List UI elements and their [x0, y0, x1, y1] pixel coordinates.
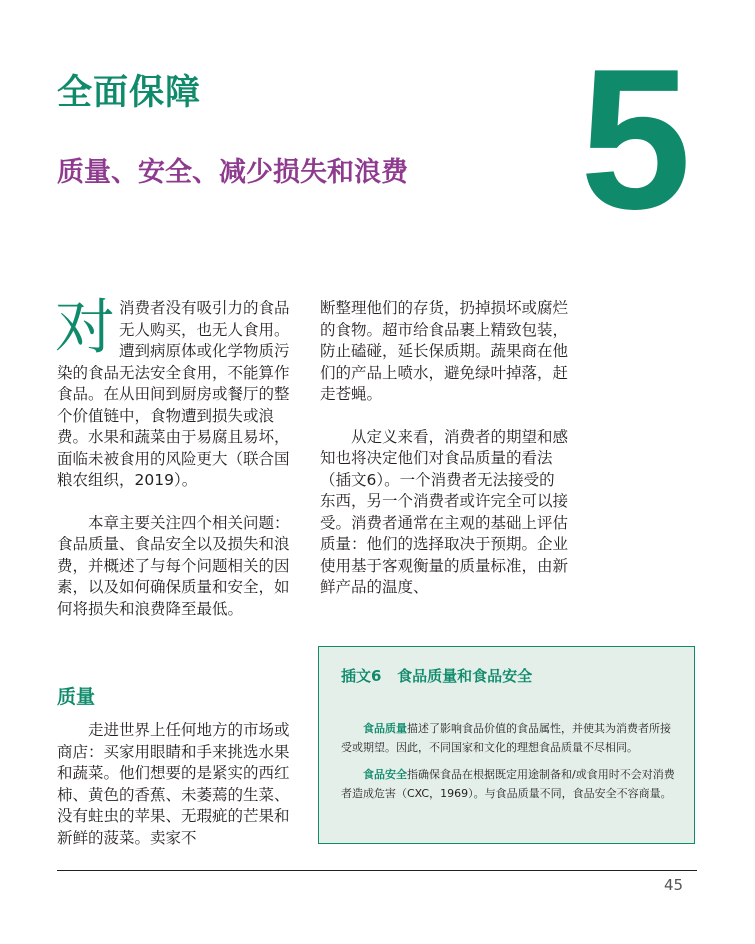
section-heading-quality: 质量	[57, 686, 96, 708]
right-paragraph-1: 断整理他们的存货，扔掉损坏或腐烂的食物。超市给食品裹上精致包装，防止磕碰，延长保质期。蔬果商在他们的产品上喷水，避免绿叶掉落，赶走苍蝇。	[320, 299, 569, 403]
intro-paragraph-2: 本章主要关注四个相关问题：食品质量、食品安全以及损失和浪费，并概述了与每个问题相关的因素，以及如何确保质量和安全，如何将损失和浪费降至最低。	[57, 513, 290, 618]
quality-column	[57, 720, 302, 849]
footer-rule	[57, 870, 697, 871]
box-title: 插文6 食品质量和食品安全	[341, 667, 533, 685]
box-definition-safety	[341, 765, 676, 803]
sidebar-box	[318, 646, 695, 844]
page-number: 45	[664, 876, 684, 894]
chapter-number: 5	[580, 28, 692, 251]
quality-paragraph: 走进世界上任何地方的市场或商店：买家用眼睛和手来挑选水果和蔬菜。他们想要的是紧实的西红柿、黄色的香蕉、未萎蔫的生菜、没有蛀虫的苹果、无瑕疵的芒果和新鲜的菠菜。卖家不	[57, 721, 290, 847]
right-column	[320, 298, 570, 599]
chapter-title: 全面保障	[57, 73, 202, 113]
box-body	[341, 719, 676, 811]
definition-food-quality: 描述了影响食品价值的食品属性，并使其为消费者所接受或期望。因此，不同国家和文化的理想食品质量不尽相同。	[341, 722, 671, 754]
intro-column	[55, 293, 302, 620]
term-food-quality: 食品质量	[363, 722, 407, 735]
chapter-subtitle: 质量、安全、减少损失和浪费	[57, 157, 408, 188]
right-paragraph-2: 从定义来看，消费者的期望和感知也将决定他们对食品质量的看法（插文6）。一个消费者无法接受的东西，另一个消费者或许完全可以接受。消费者通常在主观的基础上评估质量：他们的选择取决于预期。企业使用基于客观衡量的质量标准，由新鲜产品的温度、	[320, 427, 569, 596]
intro-paragraph-1: 消费者没有吸引力的食品无人购买，也无人食用。遭到病原体或化学物质污染的食品无法安全食用，不能算作食品。在从田间到厨房或餐厅的整个价值链中，食物遭到损失或浪费。水果和蔬菜由于易腐且易坏，面临未被食用的风险更大（联合国粮农组织，2019）。	[57, 299, 290, 489]
definition-food-safety: 指确保食品在根据既定用途制备和/或食用时不会对消费者造成危害（CXC，1969）。与食品质量不同，食品安全不容商量。	[341, 768, 675, 800]
term-food-safety: 食品安全	[363, 768, 407, 781]
box-definition-quality	[341, 719, 676, 757]
drop-cap: 对	[55, 293, 115, 363]
